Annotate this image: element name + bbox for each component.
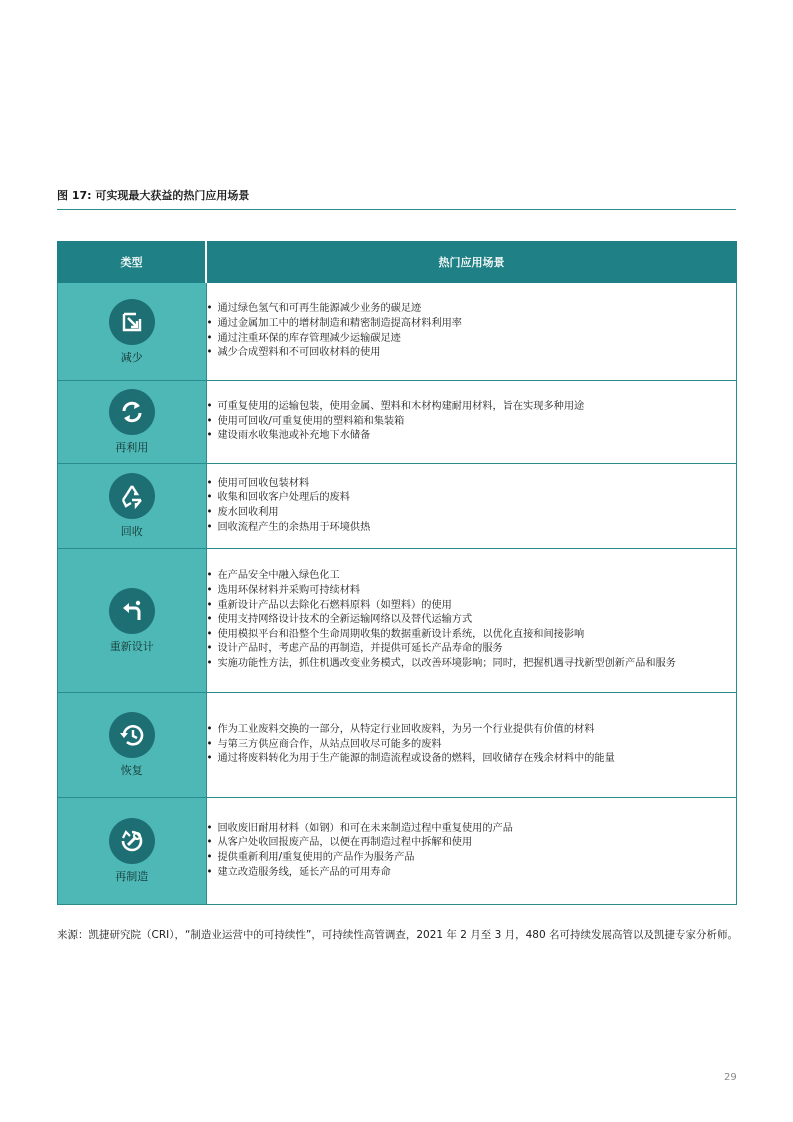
list-item: • 提供重新利用/重复使用的产品作为服务产品	[207, 851, 737, 866]
header-type: 类型	[58, 242, 207, 283]
list-item: • 选用环保材料并采购可持续材料	[207, 584, 737, 599]
type-cell	[58, 283, 207, 381]
reduce-icon	[109, 299, 155, 345]
title-divider	[57, 209, 736, 210]
type-cell	[58, 464, 207, 549]
list-item: • 与第三方供应商合作，从站点回收尽可能多的废料	[207, 738, 737, 753]
list-item: • 使用可回收/可重复使用的塑料箱和集装箱	[207, 415, 737, 430]
type-label: 重新设计	[109, 639, 154, 653]
table-row-reduce	[58, 283, 737, 381]
type-label: 再利用	[115, 441, 149, 454]
list-item: • 作为工业废料交换的一部分，从特定行业回收废料，为另一个行业提供有价值的材料	[207, 723, 737, 738]
type-cell	[58, 549, 207, 693]
type-label: 回收	[120, 525, 143, 538]
scenarios-cell	[206, 693, 737, 798]
list-item: • 可重复使用的运输包装，使用金属、塑料和木材构建耐用材料，旨在实现多种用途	[207, 400, 737, 415]
list-item: • 回收废旧耐用材料（如钢）和可在未来制造过程中重复使用的产品	[207, 822, 737, 837]
figure-title: 图 17: 可实现最大获益的热门应用场景	[57, 189, 250, 202]
type-cell	[58, 798, 207, 905]
table-row-reuse	[58, 381, 737, 464]
list-item: • 减少合成塑料和不可回收材料的使用	[207, 346, 737, 361]
list-item: • 实施功能性方法，抓住机遇改变业务模式，以改善环境影响；同时，把握机遇寻找新型创新产品和服务	[207, 657, 737, 672]
list-item: • 建设雨水收集池或补充地下水储备	[207, 429, 737, 444]
list-item: • 重新设计产品以去除化石燃料原料（如塑料）的使用	[207, 599, 737, 614]
table-row-remanufacture	[58, 798, 737, 905]
scenario-list	[207, 302, 737, 360]
scenarios-cell	[206, 464, 737, 549]
scenarios-cell	[206, 381, 737, 464]
recycle-icon	[109, 473, 155, 519]
redesign-arrow-icon	[109, 588, 155, 634]
type-label: 减少	[120, 350, 143, 364]
table-row-recycle	[58, 464, 737, 549]
list-item: • 设计产品时，考虑产品的再制造，并提供可延长产品寿命的服务	[207, 642, 737, 657]
scenarios-cell	[206, 798, 737, 905]
list-item: • 使用支持网络设计技术的全新运输网络以及替代运输方式	[207, 613, 737, 628]
list-item: • 通过将废料转化为用于生产能源的制造流程或设备的燃料，回收储存在残余材料中的能量	[207, 752, 737, 767]
source-note: 来源：凯捷研究院（CRI），“制造业运营中的可持续性”，可持续性高管调查，2021 年 2 月至 3 月，480 名可持续发展高管以及凯捷专家分析师。	[57, 929, 739, 941]
list-item: • 废水回收利用	[207, 506, 737, 521]
page-number: 29	[724, 1072, 737, 1083]
scenario-list	[207, 822, 737, 880]
list-item: • 通过金属加工中的增材制造和精密制造提高材料利用率	[207, 317, 737, 332]
type-label: 再制造	[115, 870, 149, 883]
type-label: 恢复	[120, 764, 143, 777]
list-item: • 回收流程产生的余热用于环境供热	[207, 521, 737, 536]
header-scenarios: 热门应用场景	[206, 242, 737, 283]
list-item: • 收集和回收客户处理后的废料	[207, 491, 737, 506]
list-item: • 在产品安全中融入绿色化工	[207, 569, 737, 584]
list-item: • 使用模拟平台和沿整个生命周期收集的数据重新设计系统，以优化直接和间接影响	[207, 628, 737, 643]
table-row-redesign	[58, 549, 737, 693]
scenario-list	[207, 569, 737, 671]
table-row-recover	[58, 693, 737, 798]
list-item: • 通过注重环保的库存管理减少运输碳足迹	[207, 332, 737, 347]
list-item: • 通过绿色氢气和可再生能源减少业务的碳足迹	[207, 302, 737, 317]
type-cell	[58, 693, 207, 798]
recover-clock-icon	[109, 712, 155, 758]
list-item: • 使用可回收包装材料	[207, 477, 737, 492]
list-item: • 从客户处收回报废产品，以便在再制造过程中拆解和使用	[207, 836, 737, 851]
scenarios-cell	[206, 283, 737, 381]
type-cell	[58, 381, 207, 464]
reuse-arrows-icon	[109, 389, 155, 435]
remanufacture-tools-icon	[109, 818, 155, 864]
scenario-list	[207, 723, 737, 767]
table-header-row	[58, 242, 737, 283]
scenarios-table	[57, 241, 737, 905]
scenarios-cell	[206, 549, 737, 693]
scenario-list	[207, 400, 737, 444]
scenario-list	[207, 477, 737, 535]
list-item: • 建立改造服务线，延长产品的可用寿命	[207, 866, 737, 881]
